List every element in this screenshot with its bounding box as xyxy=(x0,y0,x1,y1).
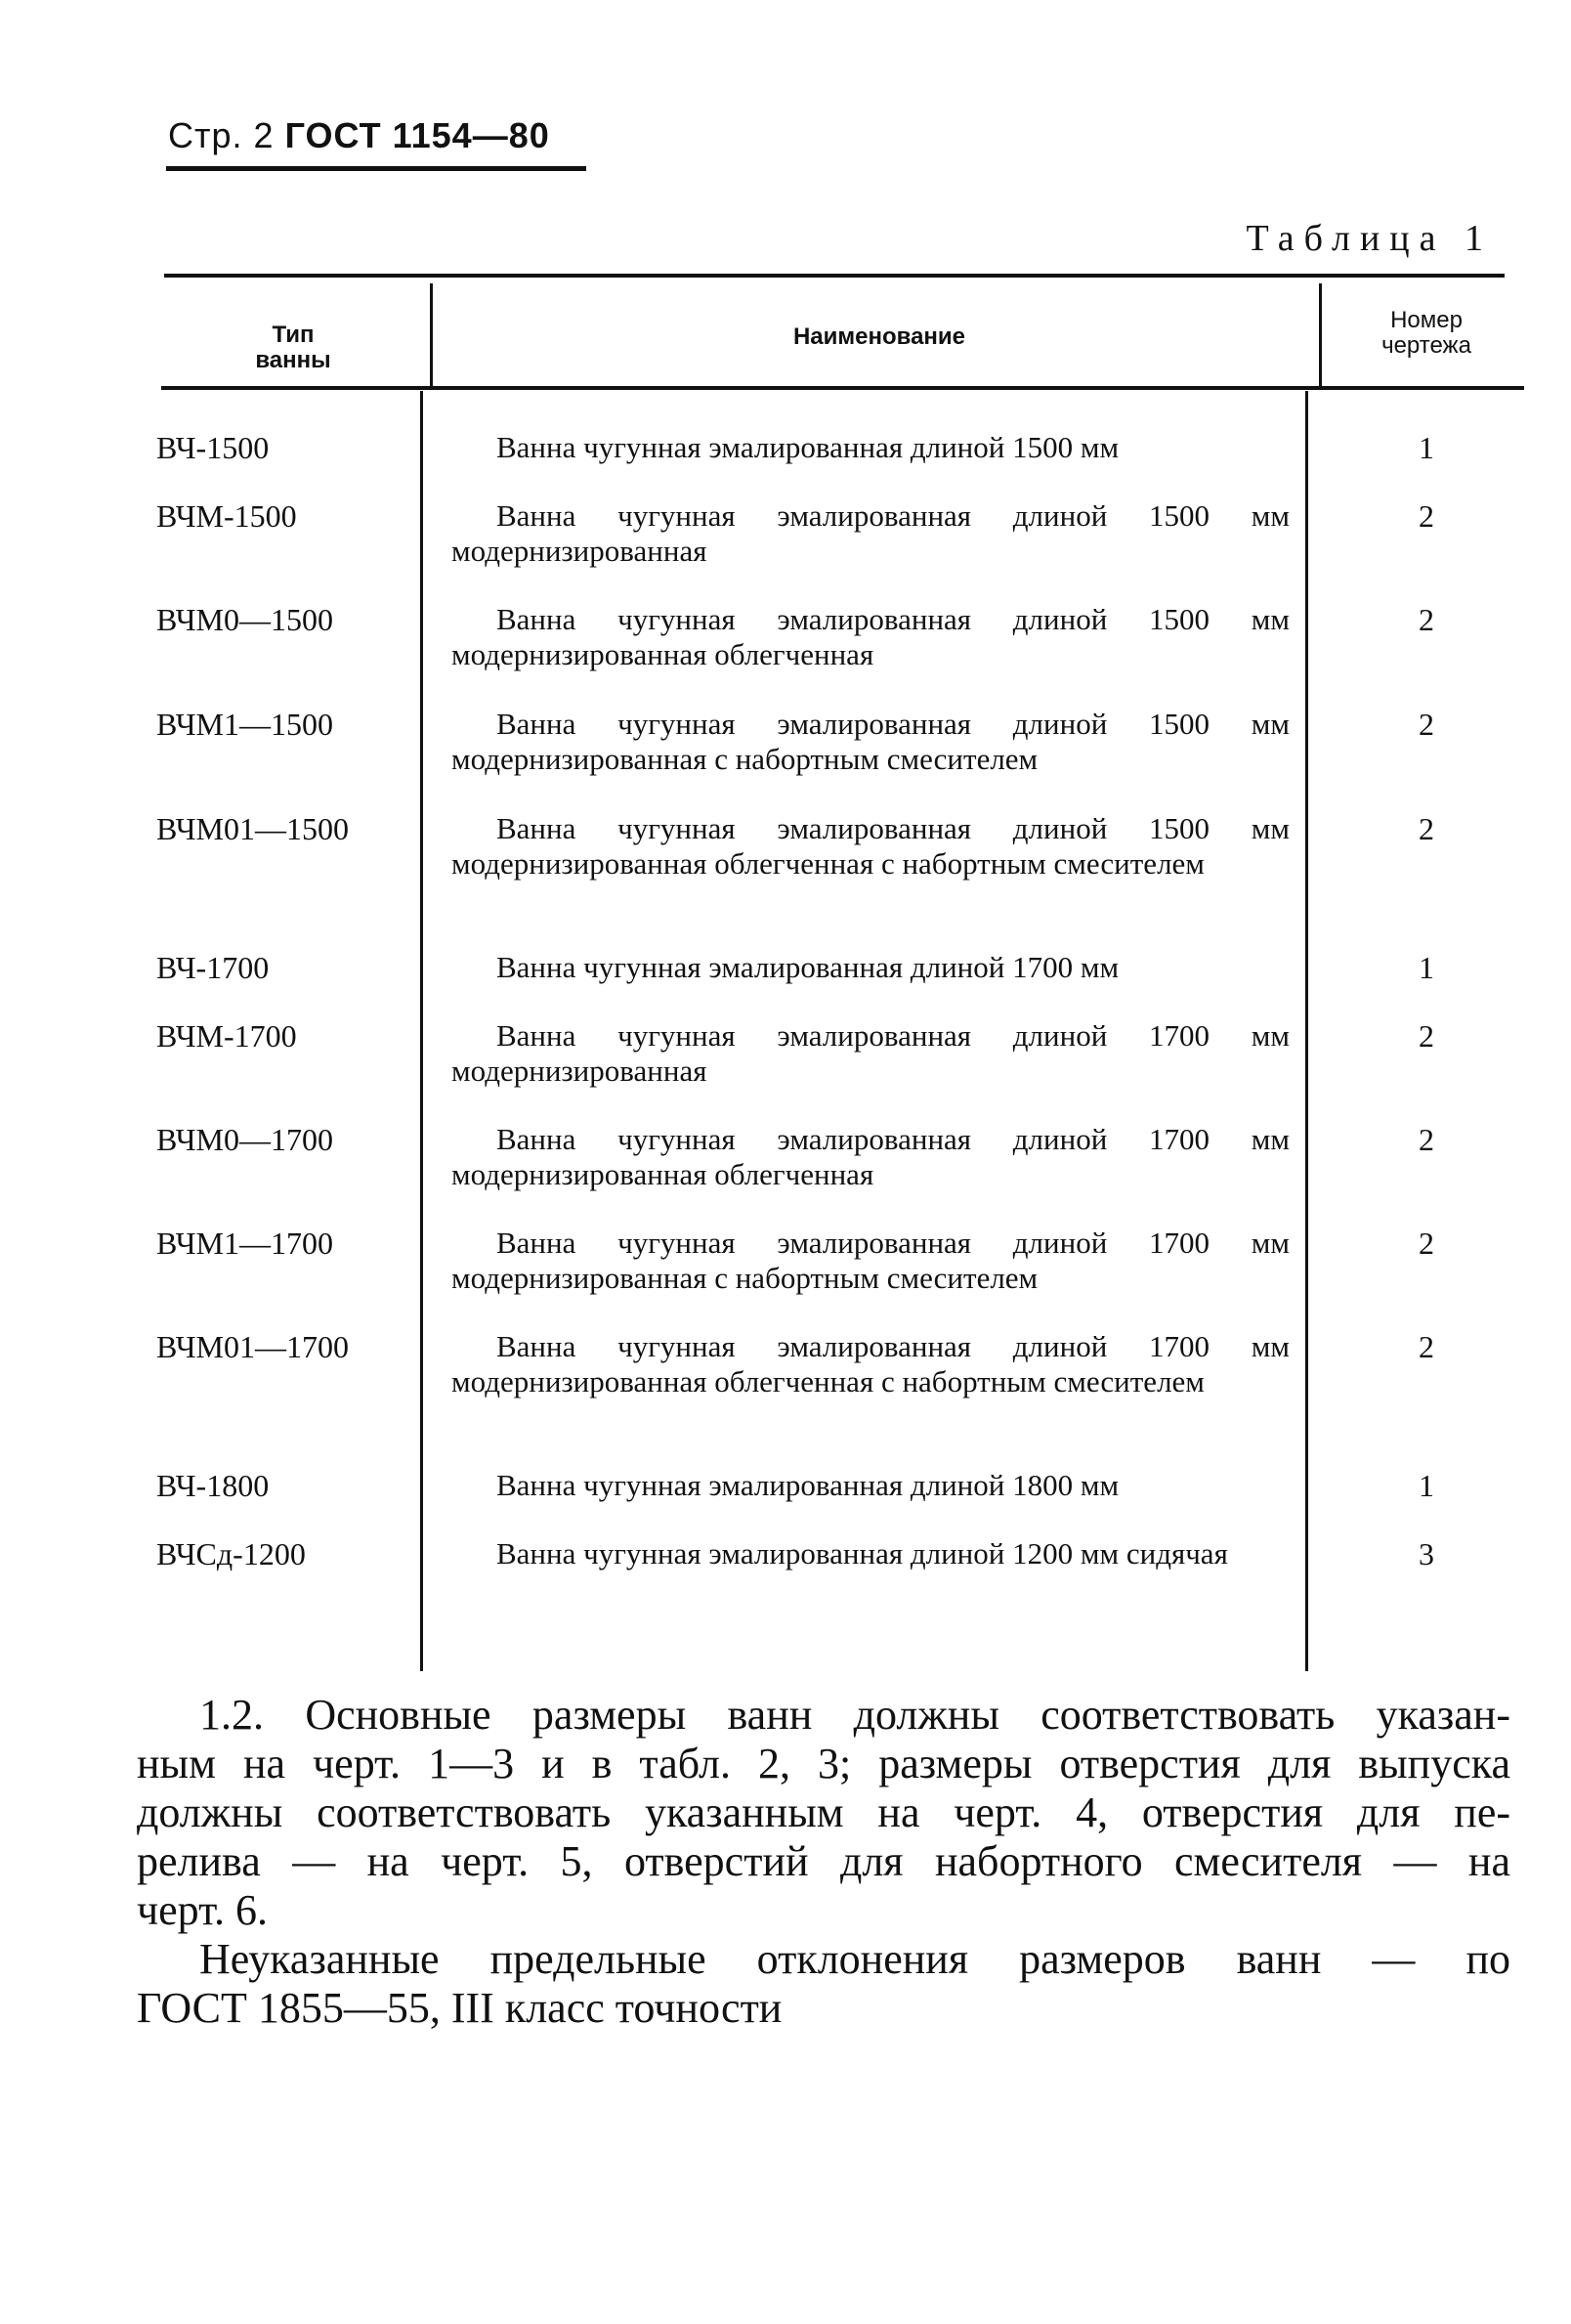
row-type: ВЧ-1500 xyxy=(156,430,270,465)
table-header-rule xyxy=(161,386,1524,390)
row-type: ВЧМ01—1700 xyxy=(156,1329,349,1364)
row-number: 2 xyxy=(1419,1018,1434,1054)
paragraph-line: должны соответствовать указанным на черт. 4, отверстия для пе- xyxy=(137,1788,1510,1836)
row-name: Ванна чугунная эмалированная длиной 1700 мм модернизированная облегченная xyxy=(451,1122,1290,1191)
header-rule xyxy=(166,166,586,171)
row-name: Ванна чугунная эмалированная длиной 1500 мм модернизированная облегченная xyxy=(451,602,1290,671)
row-type: ВЧ-1700 xyxy=(156,950,270,985)
row-number: 2 xyxy=(1419,602,1434,637)
column-header-number-line1: Номер xyxy=(1390,307,1463,333)
column-header-number-line2: чертежа xyxy=(1381,332,1471,359)
column-header-name: Наименование xyxy=(792,323,966,350)
row-number: 1 xyxy=(1419,1468,1434,1503)
paragraph-line: 1.2. Основные размеры ванн должны соответствовать указан- xyxy=(199,1691,1510,1739)
row-name: Ванна чугунная эмалированная длиной 1800 мм xyxy=(496,1468,1120,1502)
standard-id: ГОСТ 1154—80 xyxy=(284,115,550,155)
column-divider-1 xyxy=(430,283,433,386)
paragraph-main-dimensions xyxy=(137,1691,1510,1935)
row-number: 2 xyxy=(1419,1226,1434,1261)
column-divider-2 xyxy=(1319,283,1322,386)
row-type: ВЧМ-1500 xyxy=(156,498,297,534)
row-type: ВЧМ01—1500 xyxy=(156,811,349,846)
paragraph-line: Неуказанные предельные отклонения размеров ванн — по xyxy=(199,1935,1510,1983)
row-number: 2 xyxy=(1419,811,1434,846)
row-name: Ванна чугунная эмалированная длиной 1500 мм xyxy=(496,430,1120,464)
row-name: Ванна чугунная эмалированная длиной 1700 мм модернизированная xyxy=(451,1018,1290,1088)
page-number: Стр. 2 xyxy=(168,115,275,155)
column-header-type-line1: Тип xyxy=(272,322,315,348)
row-name: Ванна чугунная эмалированная длиной 1700 мм модернизированная облегченная с набортным смесителем xyxy=(451,1329,1290,1399)
row-type: ВЧМ1—1500 xyxy=(156,707,333,742)
row-type: ВЧМ-1700 xyxy=(156,1018,297,1054)
row-type: ВЧ-1800 xyxy=(156,1468,270,1503)
row-name: Ванна чугунная эмалированная длиной 1500 мм модернизированная с набортным смесителем xyxy=(451,707,1290,776)
row-name: Ванна чугунная эмалированная длиной 1700 мм xyxy=(496,950,1120,984)
row-name: Ванна чугунная эмалированная длиной 1500 мм модернизированная xyxy=(451,498,1290,568)
column-divider-1-body xyxy=(420,391,423,1671)
column-header-type xyxy=(195,323,391,373)
row-number: 2 xyxy=(1419,1122,1434,1157)
row-name: Ванна чугунная эмалированная длиной 1200 мм сидячая xyxy=(496,1536,1228,1571)
row-name: Ванна чугунная эмалированная длиной 1500 мм модернизированная облегченная с набортным смесителем xyxy=(451,811,1290,881)
row-number: 2 xyxy=(1419,1329,1434,1364)
row-number: 1 xyxy=(1419,430,1434,465)
row-type: ВЧСд-1200 xyxy=(156,1536,306,1571)
column-header-type-line2: ванны xyxy=(255,347,331,373)
column-divider-2-body xyxy=(1305,391,1308,1671)
row-number: 2 xyxy=(1419,707,1434,742)
row-number: 2 xyxy=(1419,498,1434,534)
table-title: Таблица 1 xyxy=(1246,218,1493,259)
paragraph-line: релива — на черт. 5, отверстий для набортного смесителя — на xyxy=(137,1837,1510,1885)
column-header-number xyxy=(1348,308,1505,359)
paragraph-line: черт. 6. xyxy=(137,1886,268,1934)
table-top-rule xyxy=(164,274,1505,278)
row-type: ВЧМ0—1700 xyxy=(156,1122,333,1157)
row-type: ВЧМ0—1500 xyxy=(156,602,333,637)
paragraph-tolerances xyxy=(137,1935,1510,2033)
row-type: ВЧМ1—1700 xyxy=(156,1226,333,1261)
page-header xyxy=(168,115,550,156)
row-number: 1 xyxy=(1419,950,1434,985)
row-name: Ванна чугунная эмалированная длиной 1700 мм модернизированная с набортным смесителем xyxy=(451,1226,1290,1295)
paragraph-line: ГОСТ 1855—55, III класс точности xyxy=(137,1984,783,2032)
row-number: 3 xyxy=(1419,1536,1434,1571)
paragraph-line: ным на черт. 1—3 и в табл. 2, 3; размеры отверстия для выпуска xyxy=(137,1740,1510,1787)
